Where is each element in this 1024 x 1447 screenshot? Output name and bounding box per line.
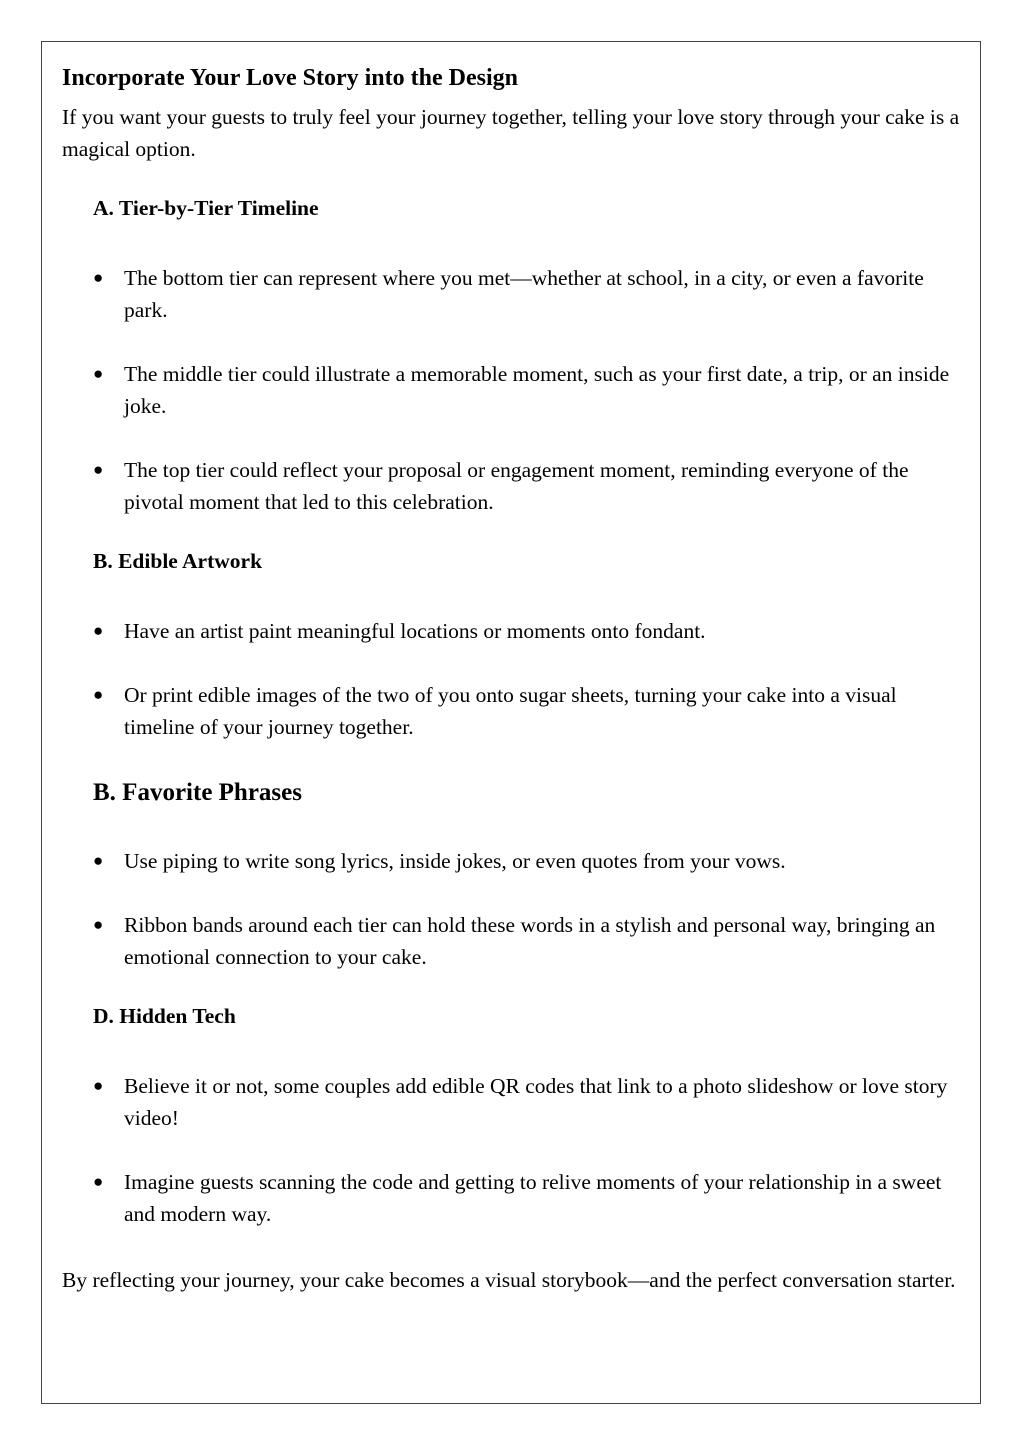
section-heading-tier-timeline: A. Tier-by-Tier Timeline [93,196,319,220]
list-item-text: Use piping to write song lyrics, inside jokes, or even quotes from your vows. [124,849,786,873]
list-item [62,909,967,973]
list-item [62,454,967,518]
list-item-text: The middle tier could illustrate a memorable moment, such as your first date, a trip, or an inside joke. [124,362,950,418]
bullet-icon: ● [93,915,104,934]
tier-timeline-list [62,262,967,518]
list-item [62,679,967,743]
list-item-text: Imagine guests scanning the code and getting to relive moments of your relationship in a sweet and modern way. [124,1170,942,1226]
bullet-icon: ● [93,268,104,287]
list-item [62,1166,967,1230]
section-heading-favorite-phrases: B. Favorite Phrases [93,779,302,806]
bullet-icon: ● [93,1172,104,1191]
bullet-icon: ● [93,621,104,640]
list-item-text: The bottom tier can represent where you met—whether at school, in a city, or even a favorite park. [124,266,924,322]
document-title: Incorporate Your Love Story into the Design [62,65,518,91]
list-item [62,845,967,877]
edible-artwork-list [62,615,967,743]
list-item-text: The top tier could reflect your proposal or engagement moment, reminding everyone of the pivotal moment that led to this celebration. [124,458,909,514]
list-item-text: Or print edible images of the two of you onto sugar sheets, turning your cake into a visual timeline of your journey together. [124,683,897,739]
bullet-icon: ● [93,460,104,479]
bullet-icon: ● [93,851,104,870]
list-item-text: Ribbon bands around each tier can hold these words in a stylish and personal way, bringing an emotional connection to your cake. [124,913,936,969]
list-item-text: Have an artist paint meaningful locations or moments onto fondant. [124,619,706,643]
closing-paragraph: By reflecting your journey, your cake becomes a visual storybook—and the perfect conversation starter. [62,1268,956,1292]
favorite-phrases-list [62,845,967,973]
document-body [62,62,967,1296]
section-heading-edible-artwork: B. Edible Artwork [93,549,263,573]
section-heading-hidden-tech: D. Hidden Tech [93,1004,236,1028]
bullet-icon: ● [93,364,104,383]
list-item [62,1070,967,1134]
bullet-icon: ● [93,685,104,704]
list-item [62,358,967,422]
bullet-icon: ● [93,1076,104,1095]
list-item-text: Believe it or not, some couples add edible QR codes that link to a photo slideshow or love story video! [124,1074,948,1130]
hidden-tech-list [62,1070,967,1230]
list-item [62,615,967,647]
intro-paragraph: If you want your guests to truly feel your journey together, telling your love story through your cake is a magical option. [62,105,960,161]
list-item [62,262,967,326]
